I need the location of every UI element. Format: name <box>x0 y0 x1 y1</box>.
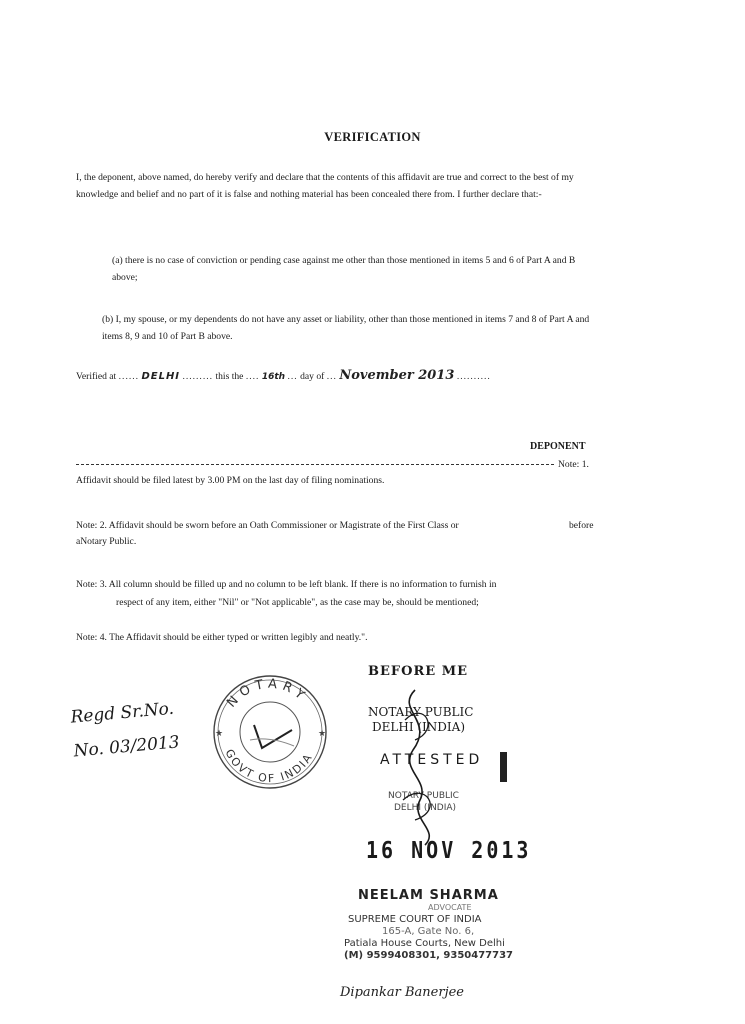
note3-line1: Note: 3. All column should be filled up and no column to be left blank. If there is no information to furnish in <box>76 579 497 590</box>
advocate-court: SUPREME COURT OF INDIA <box>348 914 482 925</box>
verified-place: DELHI <box>141 371 181 382</box>
date-stamp: 16 NOV 2013 <box>366 836 532 864</box>
notary-line1: NOTARY PUBLIC <box>368 705 474 719</box>
verified-prefix: Verified at <box>76 371 117 382</box>
svg-text:★: ★ <box>318 728 327 738</box>
verified-day-of: day of <box>300 371 325 382</box>
deponent-label: DEPONENT <box>530 441 586 452</box>
notary-seal <box>204 670 336 790</box>
verified-day: 16th <box>261 372 286 382</box>
stamp-mark <box>500 752 507 782</box>
divider-line <box>76 464 554 465</box>
note1-text: Affidavit should be filed latest by 3.00 PM on the last day of filing nominations. <box>76 475 385 486</box>
notary-line2: DELHI (INDIA) <box>372 720 465 734</box>
note3 <box>76 576 606 612</box>
seal-top-text: NOTARY <box>224 676 311 711</box>
seal-bottom-text: GOVT OF INDIA <box>222 747 316 786</box>
bottom-signature: Dipankar Banerjee <box>340 985 465 1000</box>
note2-before: before <box>569 520 594 531</box>
verified-month-year: November 2013 <box>339 368 455 383</box>
svg-text:NOTARY <box>224 677 311 711</box>
registration-line1: Regd Sr.No. <box>69 698 175 728</box>
svg-text:★: ★ <box>215 728 224 738</box>
verified-this-the: this the <box>215 371 244 382</box>
notary-small-line2: DELHI (INDIA) <box>394 803 457 813</box>
advocate-name: NEELAM SHARMA <box>358 888 499 903</box>
registration-line2: No. 03/2013 <box>72 732 181 762</box>
notary-public-stamp <box>368 705 473 735</box>
note2-text: Note: 2. Affidavit should be sworn before an Oath Commissioner or Magistrate of the First Class or <box>76 520 459 531</box>
notary-small-line1: NOTARY PUBLIC <box>388 791 459 801</box>
svg-text:GOVT OF INDIA <box>222 747 315 785</box>
before-me-stamp: BEFORE ME <box>368 664 468 679</box>
verification-paragraph: I, the deponent, above named, do hereby verify and declare that the contents of this affidavit are true and correct to the best of my knowledge and belief and no part of it is false and nothing material has been concealed there from. I further declare that:- <box>76 172 574 200</box>
advocate-stamp <box>344 890 513 962</box>
note1-label: Note: 1. <box>558 459 589 470</box>
document-title: VERIFICATION <box>324 130 421 144</box>
note4-text: Note: 4. The Affidavit should be either typed or written legibly and neatly.". <box>76 632 368 643</box>
registration-note <box>69 691 181 768</box>
advocate-phone: (M) 9599408301, 9350477737 <box>344 950 514 961</box>
note2 <box>76 518 606 550</box>
advocate-address: Patiala House Courts, New Delhi <box>344 938 505 949</box>
verified-at-line: Verified at ...... DELHI ......... this the .... 16th ... day of ... November 2013 .......... <box>76 368 491 383</box>
item-a: (a) there is no case of conviction or pending case against me other than those mentioned in items 5 and 6 of Part A and B above; <box>112 255 576 283</box>
note2-line2: aNotary Public. <box>76 536 137 547</box>
note3-line2: respect of any item, either "Nil" or "Not applicable", as the case may be, should be mentioned; <box>116 597 479 608</box>
advocate-designation: ADVOCATE <box>428 903 472 912</box>
attested-stamp: ATTESTED <box>380 752 484 768</box>
advocate-chamber: 165-A, Gate No. 6, <box>382 926 475 937</box>
item-b: (b) I, my spouse, or my dependents do not have any asset or liability, other than those mentioned in items 7 and 8 of Part A and items 8, 9 and 10 of Part B above. <box>102 314 590 342</box>
notary-small-stamp <box>388 790 459 814</box>
